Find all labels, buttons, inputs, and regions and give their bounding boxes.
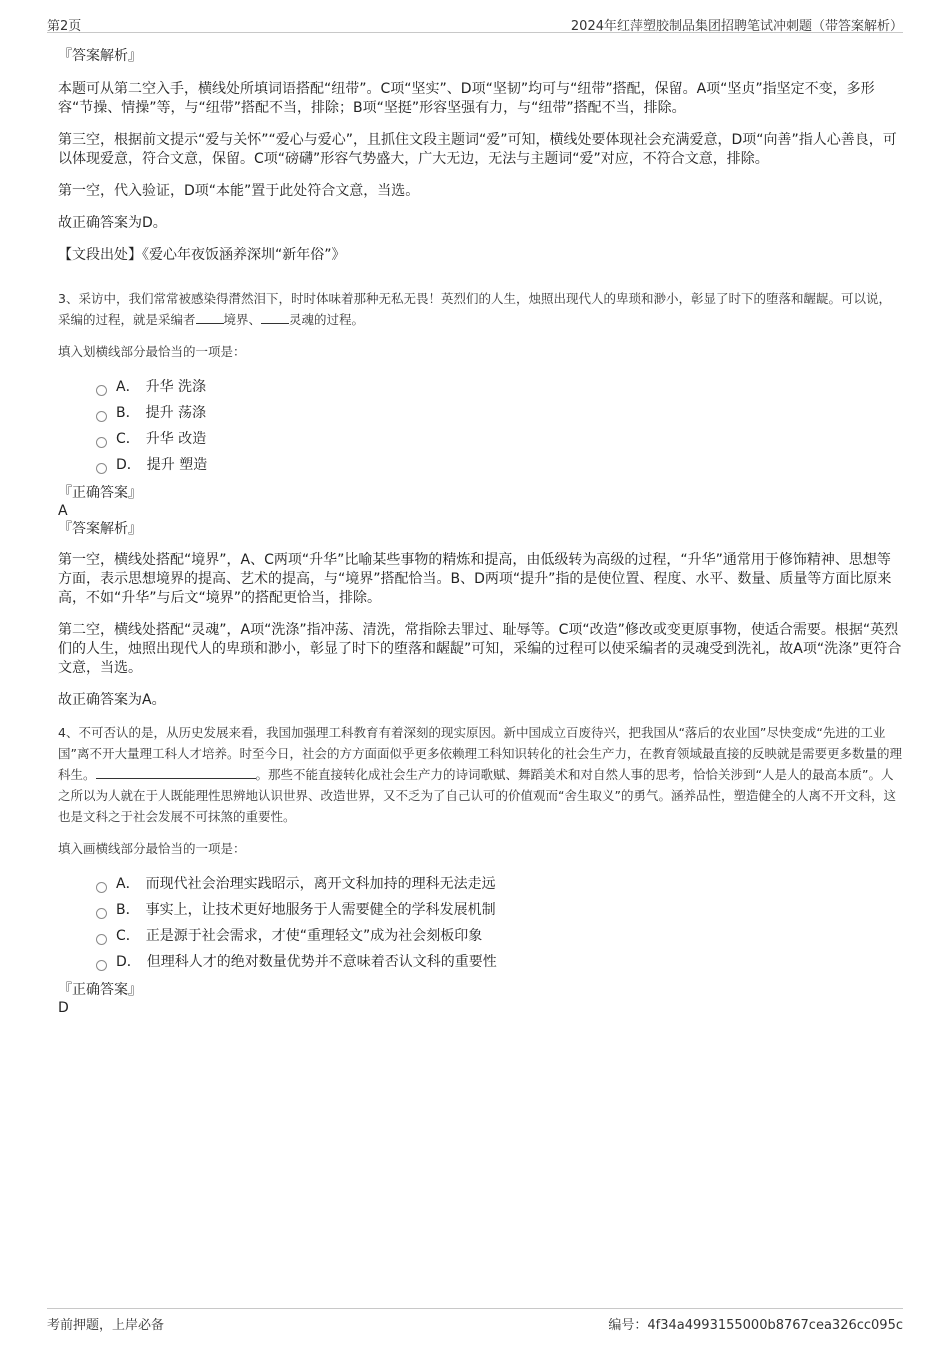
option-letter: C． [116,928,140,944]
option-text: 而现代社会治理实践昭示，离开文科加持的理科无法走远 [145,876,496,892]
radio-icon[interactable] [96,882,107,893]
radio-icon[interactable] [96,463,107,474]
option-letter: A． [116,379,140,395]
q3-blank-2 [261,311,289,324]
q4-option-b[interactable] [96,897,903,923]
q2-analysis-p3: 第一空，代入验证，D项“本能”置于此处符合文意，当选。 [58,183,420,199]
page-header [47,12,903,33]
q3-prompt: 填入划横线部分最恰当的一项是： [58,344,246,359]
q4-correct-label: 『正确答案』 [58,982,142,998]
q3-blank-1 [196,311,224,324]
option-letter: B． [116,405,140,421]
q2-analysis-p2: 第三空，根据前文提示“爱与关怀”“爱心与爱心”，且抓住文段主题词“爱”可知，横线处要体现社会充满爱意，D项“向善”指人心善良，可以体现爱意，符合文意，保留。C项“磅礴”形容气势盛大，广大无边，无法与主题词“爱”对应，不符合文意，排除。 [58,132,897,167]
q4-options [96,871,903,975]
option-text: 提升 荡涤 [145,405,207,421]
option-text: 升华 洗涤 [145,379,207,395]
q2-analysis-p4: 故正确答案为D。 [58,215,167,231]
q3-question [58,288,903,330]
option-letter: B． [116,902,140,918]
option-letter: D． [116,457,141,473]
radio-icon[interactable] [96,411,107,422]
q4-option-c[interactable] [96,923,903,949]
option-letter: D． [116,954,141,970]
q3-analysis-label: 『答案解析』 [58,521,142,537]
option-text: 但理科人才的绝对数量优势并不意味着否认文科的重要性 [146,954,497,970]
q4-option-a[interactable] [96,871,903,897]
q4-text-part2: 。那些不能直接转化成社会生产力的诗词歌赋、舞蹈美术和对自然人事的思考，恰恰关涉到“人是人的最高本质”。人之所以为人就在于人既能理性思辨地认识世界、改造世界，又不乏为了自己认可的价值观而“舍生取义”的勇气。涵养品性，塑造健全的人离不开文科，这也是文科之于社会发展不可抹煞的重要性。 [58,767,896,824]
main-content [58,46,903,1017]
q3-option-c[interactable] [96,426,903,452]
radio-icon[interactable] [96,385,107,396]
q4-option-d[interactable] [96,949,903,975]
q3-options [96,374,903,478]
document-id: 编号：4f34a4993155000b8767cea326cc095c [608,1318,903,1333]
option-text: 正是源于社会需求，才使“重理轻文”成为社会刻板印象 [145,928,483,944]
q2-analysis-p1: 本题可从第二空入手，横线处所填词语搭配“纽带”。C项“坚实”、D项“坚韧”均可与“纽带”搭配，保留。A项“坚贞”指坚定不变，多形容“节操、情操”等，与“纽带”搭配不当，排除；B项“坚挺”形容坚强有力，与“纽带”搭配不当，排除。 [58,81,875,116]
q3-correct-label: 『正确答案』 [58,485,142,501]
option-text: 事实上，让技术更好地服务于人需要健全的学科发展机制 [145,902,496,918]
q3-text-part2: 境界、 [223,312,262,327]
q3-option-a[interactable] [96,374,903,400]
q4-text-part1: 4、不可否认的是，从历史发展来看，我国加强理工科教育有着深刻的现实原因。新中国成立百废待兴，把我国从“落后的农业国”尽快变成“先进的工业国”离不开大量理工科人才培养。时至今日，社会的方方面面似乎更多依赖理工科知识转化的社会生产力，在教育领域最直接的反映就是需要更多数量的理科生。 [58,725,902,782]
option-letter: A． [116,876,140,892]
radio-icon[interactable] [96,934,107,945]
q2-analysis-label: 『答案解析』 [58,48,142,64]
q3-correct-answer: A [58,503,68,519]
q4-blank [96,766,256,779]
page-footer [47,1308,903,1331]
q2-source: 【文段出处】《爱心年夜饭涵养深圳“新年俗”》 [58,247,346,263]
option-text: 提升 塑造 [146,457,208,473]
q4-prompt: 填入画横线部分最恰当的一项是： [58,841,246,856]
q3-analysis-p1: 第一空，横线处搭配“境界”，A、C两项“升华”比喻某些事物的精炼和提高，由低级转为高级的过程，“升华”通常用于修饰精神、思想等方面，表示思想境界的提高、艺术的提高，与“境界”搭配恰当。B、D两项“提升”指的是使位置、程度、水平、数量、质量等方面比原来高，不如“升华”与后文“境界”的搭配更恰当，排除。 [58,552,892,606]
option-text: 升华 改造 [145,431,207,447]
footer-slogan: 考前押题，上岸必备 [47,1318,165,1333]
q4-correct-answer: D [58,1000,69,1016]
option-letter: C． [116,431,140,447]
page-number: 第2页 [47,19,82,34]
q3-analysis-p3: 故正确答案为A。 [58,692,166,708]
q3-text-part1: 3、采访中，我们常常被感染得潸然泪下，时时体味着那种无私无畏！英烈们的人生，烛照出现代人的卑琐和渺小，彰显了时下的堕落和龌龊。可以说，采编的过程，就是采编者 [58,291,891,327]
q3-analysis-p2: 第二空，横线处搭配“灵魂”，A项“洗涤”指冲荡、清洗，常指除去罪过、耻辱等。C项“改造”修改或变更原事物，使适合需要。根据“英烈们的人生，烛照出现代人的卑琐和渺小，彰显了时下的堕落和龌龊”可知，采编的过程可以使采编者的灵魂受到洗礼，故A项“洗涤”更符合文意，当选。 [58,622,902,676]
q4-question [58,722,903,827]
radio-icon[interactable] [96,960,107,971]
q3-text-part3: 灵魂的过程。 [289,312,365,327]
radio-icon[interactable] [96,437,107,448]
document-title: 2024年红萍塑胶制品集团招聘笔试冲刺题（带答案解析） [570,19,903,34]
q3-option-b[interactable] [96,400,903,426]
radio-icon[interactable] [96,908,107,919]
q3-option-d[interactable] [96,452,903,478]
